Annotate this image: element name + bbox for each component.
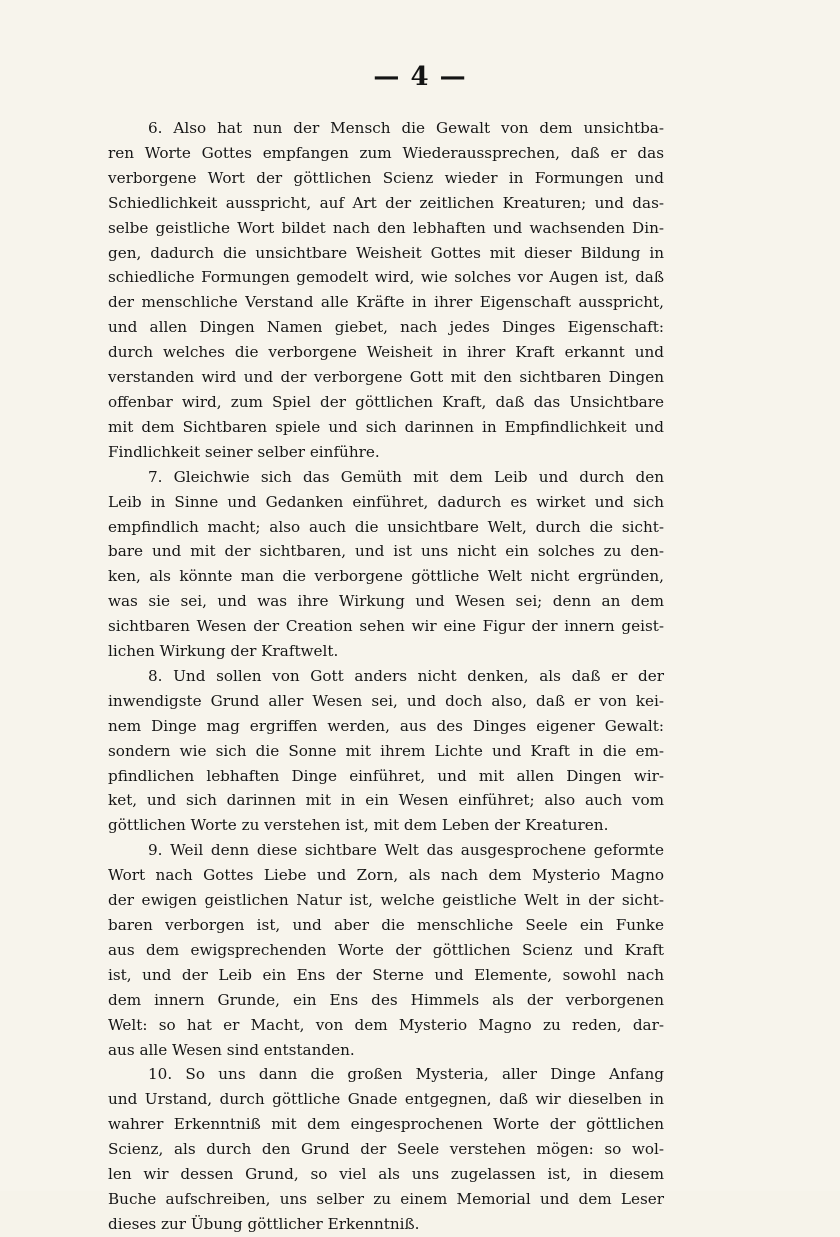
text-line: durch welches die verborgene Weisheit in ihrer Kraft erkannt und <box>108 343 664 362</box>
page-body <box>108 116 664 1237</box>
text-line: der ewigen geistlichen Natur ist, welche geistliche Welt in der sicht- <box>108 891 664 910</box>
text-line: ket, und sich darinnen mit in ein Wesen einführet; also auch vom <box>108 791 664 810</box>
text-line: Welt: so hat er Macht, von dem Mysterio Magno zu reden, dar- <box>108 1015 664 1034</box>
text-line: göttlichen Worte zu verstehen ist, mit dem Leben der Kreaturen. <box>108 816 609 835</box>
text-line: Wort nach Gottes Liebe und Zorn, als nach dem Mysterio Magno <box>108 866 664 885</box>
text-line: aus dem ewigsprechenden Worte der göttlichen Scienz und Kraft <box>108 940 664 959</box>
paragraph-8 <box>108 664 664 838</box>
text-line: lichen Wirkung der Kraftwelt. <box>108 642 339 661</box>
paragraph-6 <box>108 116 664 465</box>
text-line: pfindlichen lebhaften Dinge einführet, und mit allen Dingen wir- <box>108 766 664 785</box>
text-line: offenbar wird, zum Spiel der göttlichen Kraft, daß das Unsichtbare <box>108 392 664 411</box>
text-line: mit dem Sichtbaren spiele und sich darinnen in Empfindlichkeit und <box>108 417 664 436</box>
text-line: aus alle Wesen sind entstanden. <box>108 1040 355 1059</box>
text-line: gen, dadurch die unsichtbare Weisheit Gottes mit dieser Bildung in <box>108 243 664 262</box>
text-line: verborgene Wort der göttlichen Scienz wieder in Formungen und <box>108 168 664 187</box>
text-line: Scienz, als durch den Grund der Seele verstehen mögen: so wol- <box>108 1140 664 1159</box>
text-line: 10. So uns dann die großen Mysteria, aller Dinge Anfang <box>148 1065 664 1084</box>
text-line: ken, als könnte man die verborgene göttliche Welt nicht ergründen, <box>108 567 664 586</box>
text-line: sichtbaren Wesen der Creation sehen wir eine Figur der innern geist- <box>108 617 664 636</box>
text-line: inwendigste Grund aller Wesen sei, und doch also, daß er von kei- <box>108 691 664 710</box>
text-line: selbe geistliche Wort bildet nach den lebhaften und wachsenden Din- <box>108 218 664 237</box>
text-line: 6. Also hat nun der Mensch die Gewalt von dem unsichtba- <box>148 119 664 137</box>
text-line: und Urstand, durch göttliche Gnade entgegnen, daß wir dieselben in <box>108 1090 664 1109</box>
text-line: und allen Dingen Namen giebet, nach jedes Dinges Eigenschaft: <box>108 318 664 337</box>
text-line: was sie sei, und was ihre Wirkung und Wesen sei; denn an dem <box>108 592 664 611</box>
text-line: ist, und der Leib ein Ens der Sterne und Elemente, sowohl nach <box>108 965 664 984</box>
page-number: — 4 — <box>373 62 467 92</box>
text-line: Schiedlichkeit ausspricht, auf Art der zeitlichen Kreaturen; und das- <box>108 193 664 212</box>
text-line: baren verborgen ist, und aber die menschliche Seele ein Funke <box>108 916 664 934</box>
text-line: nem Dinge mag ergriffen werden, aus des Dinges eigener Gewalt: <box>108 716 664 735</box>
text-line: 7. Gleichwie sich das Gemüth mit dem Leib und durch den <box>148 467 664 486</box>
text-line: der menschliche Verstand alle Kräfte in ihrer Eigenschaft ausspricht, <box>108 293 664 312</box>
text-line: 9. Weil denn diese sichtbare Welt das ausgesprochene geformte <box>148 841 664 860</box>
text-line: dieses zur Übung göttlicher Erkenntniß. <box>108 1214 420 1233</box>
text-line: bare und mit der sichtbaren, und ist uns nicht ein solches zu den- <box>108 542 664 561</box>
text-line: Findlichkeit seiner selber einführe. <box>108 442 380 461</box>
text-line: Buche aufschreiben, uns selber zu einem Memorial und dem Leser <box>108 1189 664 1208</box>
text-line: Leib in Sinne und Gedanken einführet, dadurch es wirket und sich <box>108 492 664 511</box>
paragraph-9 <box>108 838 664 1062</box>
text-line: empfindlich macht; also auch die unsichtbare Welt, durch die sicht- <box>108 517 664 536</box>
text-line: 8. Und sollen von Gott anders nicht denken, als daß er der <box>148 666 664 685</box>
text-line: wahrer Erkenntniß mit dem eingesprochenen Worte der göttlichen <box>108 1115 664 1134</box>
text-line: len wir dessen Grund, so viel als uns zugelassen ist, in diesem <box>108 1165 664 1184</box>
text-line: verstanden wird und der verborgene Gott mit den sichtbaren Dingen <box>108 368 664 387</box>
paragraph-7 <box>108 465 664 664</box>
text-line: schiedliche Formungen gemodelt wird, wie solches vor Augen ist, daß <box>108 268 664 287</box>
paragraph-10 <box>108 1062 664 1236</box>
text-line: sondern wie sich die Sonne mit ihrem Lichte und Kraft in die em- <box>108 741 664 760</box>
text-line: dem innern Grunde, ein Ens des Himmels als der verborgenen <box>108 990 664 1009</box>
text-line: ren Worte Gottes empfangen zum Wiederaussprechen, daß er das <box>108 143 664 162</box>
